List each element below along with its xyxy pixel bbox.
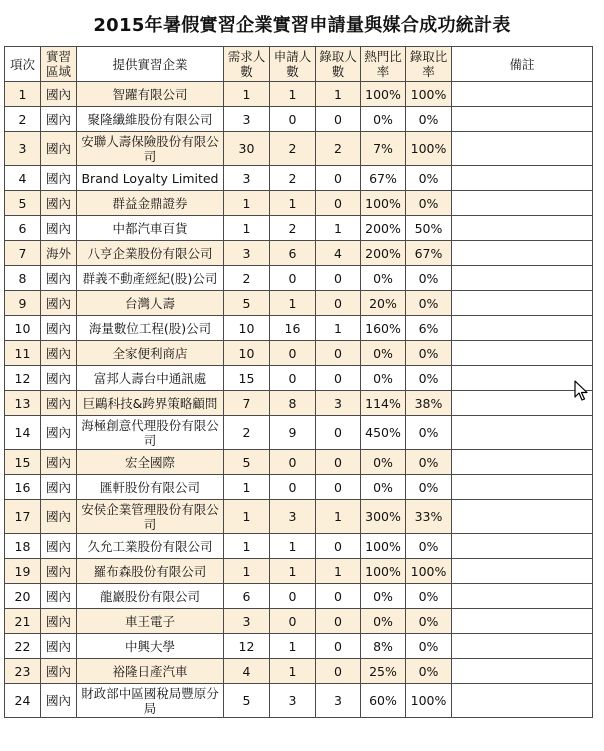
header-region: 實習區域	[41, 47, 77, 82]
cell-no: 5	[5, 191, 41, 216]
cell-company: 安侯企業管理股份有限公司	[77, 500, 224, 534]
cell-hired: 0	[316, 534, 361, 559]
cell-demand: 1	[224, 82, 270, 107]
cell-notes	[452, 659, 593, 684]
cell-company: 海量數位工程(股)公司	[77, 316, 224, 341]
cell-region: 國內	[41, 500, 77, 534]
cell-hire-ratio: 0%	[406, 584, 452, 609]
cell-hire-ratio: 0%	[406, 659, 452, 684]
cell-company: 全家便利商店	[77, 341, 224, 366]
cell-hired: 0	[316, 266, 361, 291]
cell-demand: 3	[224, 107, 270, 132]
cell-applied: 1	[270, 534, 316, 559]
cell-applied: 2	[270, 132, 316, 166]
cell-company: 安聯人壽保險股份有限公司	[77, 132, 224, 166]
cell-notes	[452, 266, 593, 291]
cell-hire-ratio: 100%	[406, 82, 452, 107]
cell-company: 羅布森股份有限公司	[77, 559, 224, 584]
table-row	[5, 584, 593, 609]
cell-hire-ratio: 38%	[406, 391, 452, 416]
header-applied: 申請人數	[270, 47, 316, 82]
cell-no: 24	[5, 684, 41, 718]
cell-demand: 30	[224, 132, 270, 166]
table-row	[5, 291, 593, 316]
cell-applied: 1	[270, 634, 316, 659]
cell-applied: 0	[270, 584, 316, 609]
table-row	[5, 659, 593, 684]
header-demand: 需求人數	[224, 47, 270, 82]
cell-hot-ratio: 0%	[361, 107, 406, 132]
cell-no: 22	[5, 634, 41, 659]
cell-company: 富邦人壽台中通訊處	[77, 366, 224, 391]
cell-region: 國內	[41, 366, 77, 391]
cell-region: 國內	[41, 266, 77, 291]
cell-company: 久允工業股份有限公司	[77, 534, 224, 559]
cell-region: 國內	[41, 341, 77, 366]
cell-applied: 2	[270, 166, 316, 191]
cell-hired: 1	[316, 559, 361, 584]
cell-applied: 16	[270, 316, 316, 341]
cell-hire-ratio: 6%	[406, 316, 452, 341]
cell-hot-ratio: 8%	[361, 634, 406, 659]
cell-company: 宏全國際	[77, 450, 224, 475]
cell-hired: 0	[316, 366, 361, 391]
cell-hot-ratio: 0%	[361, 450, 406, 475]
table-row	[5, 82, 593, 107]
cell-hot-ratio: 114%	[361, 391, 406, 416]
cell-region: 國內	[41, 416, 77, 450]
table-row	[5, 166, 593, 191]
cell-region: 國內	[41, 191, 77, 216]
cell-hired: 0	[316, 341, 361, 366]
table-row	[5, 241, 593, 266]
cell-no: 21	[5, 609, 41, 634]
table-row	[5, 500, 593, 534]
cell-hired: 3	[316, 684, 361, 718]
cell-hot-ratio: 60%	[361, 684, 406, 718]
cell-no: 23	[5, 659, 41, 684]
cell-demand: 5	[224, 291, 270, 316]
cell-hot-ratio: 0%	[361, 366, 406, 391]
table-row	[5, 341, 593, 366]
cell-applied: 0	[270, 107, 316, 132]
cell-hot-ratio: 25%	[361, 659, 406, 684]
cell-company: 車王電子	[77, 609, 224, 634]
cell-hired: 0	[316, 659, 361, 684]
table-row	[5, 450, 593, 475]
cell-demand: 5	[224, 684, 270, 718]
cell-notes	[452, 684, 593, 718]
cell-applied: 1	[270, 659, 316, 684]
cell-no: 2	[5, 107, 41, 132]
cell-hire-ratio: 0%	[406, 416, 452, 450]
cell-hire-ratio: 100%	[406, 684, 452, 718]
cell-company: 財政部中區國稅局豐原分局	[77, 684, 224, 718]
cell-demand: 1	[224, 534, 270, 559]
cell-hired: 0	[316, 166, 361, 191]
cell-notes	[452, 634, 593, 659]
cell-hire-ratio: 100%	[406, 132, 452, 166]
cell-applied: 1	[270, 559, 316, 584]
cell-demand: 2	[224, 266, 270, 291]
table-row	[5, 391, 593, 416]
cell-hire-ratio: 0%	[406, 266, 452, 291]
cell-notes	[452, 191, 593, 216]
cell-applied: 0	[270, 475, 316, 500]
cell-hired: 1	[316, 82, 361, 107]
cell-company: 裕隆日產汽車	[77, 659, 224, 684]
cell-notes	[452, 450, 593, 475]
header-hire-ratio: 錄取比率	[406, 47, 452, 82]
cell-company: 群益金鼎證券	[77, 191, 224, 216]
cell-hire-ratio: 0%	[406, 166, 452, 191]
cell-no: 13	[5, 391, 41, 416]
cell-hired: 0	[316, 416, 361, 450]
cell-hot-ratio: 450%	[361, 416, 406, 450]
cell-demand: 10	[224, 341, 270, 366]
cell-hired: 4	[316, 241, 361, 266]
cell-hot-ratio: 300%	[361, 500, 406, 534]
cell-hire-ratio: 0%	[406, 191, 452, 216]
cell-demand: 15	[224, 366, 270, 391]
table-row	[5, 475, 593, 500]
cell-hired: 0	[316, 475, 361, 500]
cell-hire-ratio: 100%	[406, 559, 452, 584]
cell-region: 國內	[41, 132, 77, 166]
cell-hired: 0	[316, 634, 361, 659]
cell-no: 17	[5, 500, 41, 534]
cell-hire-ratio: 0%	[406, 534, 452, 559]
cell-region: 國內	[41, 216, 77, 241]
cell-no: 14	[5, 416, 41, 450]
table-row	[5, 534, 593, 559]
cell-demand: 1	[224, 191, 270, 216]
cell-no: 16	[5, 475, 41, 500]
cell-notes	[452, 475, 593, 500]
cell-notes	[452, 391, 593, 416]
cell-notes	[452, 216, 593, 241]
cell-notes	[452, 241, 593, 266]
cell-applied: 0	[270, 341, 316, 366]
cell-applied: 8	[270, 391, 316, 416]
cell-hire-ratio: 0%	[406, 107, 452, 132]
cell-company: 匯軒股份有限公司	[77, 475, 224, 500]
cell-region: 國內	[41, 659, 77, 684]
table-row	[5, 609, 593, 634]
cell-demand: 7	[224, 391, 270, 416]
cell-no: 3	[5, 132, 41, 166]
cell-applied: 0	[270, 450, 316, 475]
cell-demand: 10	[224, 316, 270, 341]
header-row	[5, 47, 593, 82]
cell-notes	[452, 500, 593, 534]
cell-hire-ratio: 0%	[406, 366, 452, 391]
cell-region: 國內	[41, 450, 77, 475]
cell-no: 6	[5, 216, 41, 241]
cell-notes	[452, 166, 593, 191]
cell-demand: 2	[224, 416, 270, 450]
cell-region: 國內	[41, 634, 77, 659]
cell-applied: 3	[270, 684, 316, 718]
cell-demand: 1	[224, 559, 270, 584]
cell-hired: 0	[316, 609, 361, 634]
cell-region: 國內	[41, 684, 77, 718]
cell-no: 9	[5, 291, 41, 316]
cell-no: 18	[5, 534, 41, 559]
cell-hot-ratio: 160%	[361, 316, 406, 341]
cell-company: 台灣人壽	[77, 291, 224, 316]
cell-no: 4	[5, 166, 41, 191]
page-title: 2015年暑假實習企業實習申請量與媒合成功統計表	[93, 15, 511, 36]
cell-hired: 0	[316, 291, 361, 316]
cell-no: 8	[5, 266, 41, 291]
cell-hired: 1	[316, 500, 361, 534]
cell-demand: 5	[224, 450, 270, 475]
cell-hot-ratio: 100%	[361, 559, 406, 584]
cell-hire-ratio: 33%	[406, 500, 452, 534]
cell-company: 巨鷗科技&跨界策略顧問	[77, 391, 224, 416]
cell-hot-ratio: 0%	[361, 475, 406, 500]
cell-hired: 0	[316, 584, 361, 609]
cell-hire-ratio: 0%	[406, 634, 452, 659]
cell-no: 12	[5, 366, 41, 391]
cell-region: 國內	[41, 391, 77, 416]
cell-region: 海外	[41, 241, 77, 266]
cell-hot-ratio: 67%	[361, 166, 406, 191]
cell-demand: 12	[224, 634, 270, 659]
cell-hot-ratio: 100%	[361, 82, 406, 107]
cell-notes	[452, 82, 593, 107]
header-hired: 錄取人數	[316, 47, 361, 82]
header-company: 提供實習企業	[77, 47, 224, 82]
table-row	[5, 366, 593, 391]
cell-applied: 9	[270, 416, 316, 450]
cell-demand: 1	[224, 475, 270, 500]
cell-notes	[452, 316, 593, 341]
table-row	[5, 416, 593, 450]
table-row	[5, 316, 593, 341]
cell-no: 11	[5, 341, 41, 366]
cell-hire-ratio: 0%	[406, 341, 452, 366]
cell-notes	[452, 559, 593, 584]
cell-applied: 2	[270, 216, 316, 241]
cell-hot-ratio: 200%	[361, 241, 406, 266]
cell-company: Brand Loyalty Limited	[77, 166, 224, 191]
cell-demand: 3	[224, 609, 270, 634]
cell-company: 智躍有限公司	[77, 82, 224, 107]
header-notes: 備註	[452, 47, 593, 82]
cell-no: 15	[5, 450, 41, 475]
cell-company: 聚隆纖維股份有限公司	[77, 107, 224, 132]
cell-company: 海極創意代理股份有限公司	[77, 416, 224, 450]
mouse-cursor-icon	[574, 380, 590, 402]
cell-demand: 3	[224, 166, 270, 191]
cell-region: 國內	[41, 166, 77, 191]
cell-applied: 1	[270, 291, 316, 316]
cell-hire-ratio: 67%	[406, 241, 452, 266]
cell-hire-ratio: 0%	[406, 291, 452, 316]
cell-applied: 1	[270, 191, 316, 216]
cell-hire-ratio: 0%	[406, 609, 452, 634]
cell-company: 群義不動產經紀(股)公司	[77, 266, 224, 291]
cell-region: 國內	[41, 291, 77, 316]
cell-hired: 0	[316, 107, 361, 132]
cell-hot-ratio: 0%	[361, 609, 406, 634]
cell-notes	[452, 534, 593, 559]
cell-no: 7	[5, 241, 41, 266]
cell-applied: 1	[270, 82, 316, 107]
cell-demand: 3	[224, 241, 270, 266]
cell-region: 國內	[41, 559, 77, 584]
header-hot-ratio: 熱門比率	[361, 47, 406, 82]
cell-hire-ratio: 50%	[406, 216, 452, 241]
cell-hot-ratio: 100%	[361, 191, 406, 216]
cell-company: 中都汽車百貨	[77, 216, 224, 241]
cell-hot-ratio: 100%	[361, 534, 406, 559]
cell-company: 中興大學	[77, 634, 224, 659]
cell-hired: 0	[316, 191, 361, 216]
cell-applied: 0	[270, 366, 316, 391]
cell-applied: 0	[270, 609, 316, 634]
cell-region: 國內	[41, 107, 77, 132]
cell-applied: 6	[270, 241, 316, 266]
cell-hot-ratio: 0%	[361, 584, 406, 609]
cell-notes	[452, 416, 593, 450]
cell-hot-ratio: 7%	[361, 132, 406, 166]
cell-hired: 1	[316, 316, 361, 341]
cell-hired: 1	[316, 216, 361, 241]
cell-hot-ratio: 20%	[361, 291, 406, 316]
cell-company: 龍巖股份有限公司	[77, 584, 224, 609]
cell-notes	[452, 584, 593, 609]
table-row	[5, 266, 593, 291]
cell-notes	[452, 132, 593, 166]
table-row	[5, 216, 593, 241]
cell-no: 1	[5, 82, 41, 107]
cell-hired: 0	[316, 450, 361, 475]
cell-region: 國內	[41, 609, 77, 634]
table-row	[5, 559, 593, 584]
table-row	[5, 132, 593, 166]
cell-region: 國內	[41, 475, 77, 500]
header-no: 項次	[5, 47, 41, 82]
table-row	[5, 684, 593, 718]
cell-hot-ratio: 0%	[361, 341, 406, 366]
cell-region: 國內	[41, 82, 77, 107]
cell-no: 20	[5, 584, 41, 609]
cell-demand: 6	[224, 584, 270, 609]
cell-notes	[452, 609, 593, 634]
cell-applied: 3	[270, 500, 316, 534]
cell-demand: 1	[224, 216, 270, 241]
cell-hot-ratio: 200%	[361, 216, 406, 241]
cell-region: 國內	[41, 316, 77, 341]
statistics-table	[4, 46, 593, 718]
cell-hot-ratio: 0%	[361, 266, 406, 291]
table-body	[5, 82, 593, 718]
cell-company: 八亨企業股份有限公司	[77, 241, 224, 266]
cell-no: 10	[5, 316, 41, 341]
cell-region: 國內	[41, 584, 77, 609]
cell-hired: 3	[316, 391, 361, 416]
table-row	[5, 191, 593, 216]
cell-hired: 2	[316, 132, 361, 166]
cell-demand: 1	[224, 500, 270, 534]
cell-notes	[452, 291, 593, 316]
cell-notes	[452, 366, 593, 391]
cell-demand: 4	[224, 659, 270, 684]
cell-no: 19	[5, 559, 41, 584]
cell-hire-ratio: 0%	[406, 475, 452, 500]
cell-notes	[452, 341, 593, 366]
cell-applied: 0	[270, 266, 316, 291]
cell-notes	[452, 107, 593, 132]
cell-hire-ratio: 0%	[406, 450, 452, 475]
table-row	[5, 107, 593, 132]
table-row	[5, 634, 593, 659]
cell-region: 國內	[41, 534, 77, 559]
